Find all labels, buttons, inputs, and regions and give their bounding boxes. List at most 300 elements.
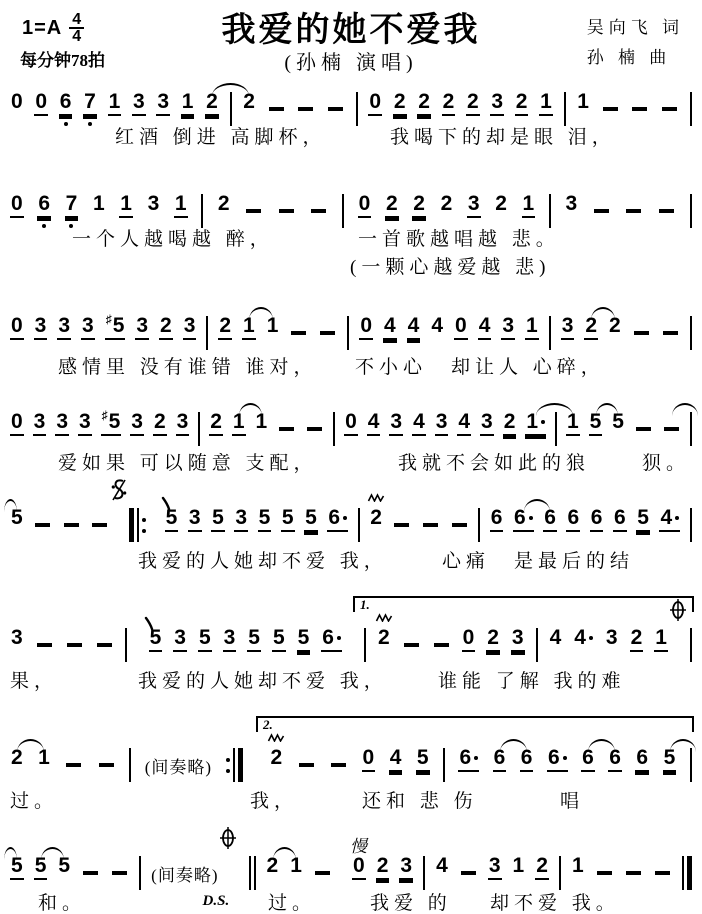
- augmentation-dot: [529, 516, 533, 520]
- note: [430, 311, 444, 355]
- barline-stroke: [201, 194, 203, 228]
- rest-note: [10, 311, 24, 355]
- note: [590, 503, 604, 547]
- note-digit: 1: [119, 193, 133, 218]
- slur-arc: [500, 739, 527, 752]
- sharp-accidental: ♯: [101, 408, 108, 422]
- note-digit: 2: [417, 91, 431, 116]
- duration-dash: [315, 871, 330, 875]
- note: [389, 743, 403, 787]
- begin-repeat-barline: [129, 505, 146, 545]
- mordent-icon: [268, 733, 285, 742]
- note-digit: 5: [211, 507, 225, 532]
- note-digit: 6: [635, 747, 649, 772]
- note: [78, 407, 92, 451]
- note-digit: 1: [522, 193, 536, 218]
- time-signature-numerator: 4: [72, 11, 82, 28]
- note-digit: 1: [92, 192, 105, 215]
- note-digit: 2: [486, 627, 500, 652]
- lyric-text: 心痛 是最后的结: [442, 551, 635, 572]
- note: [416, 743, 430, 787]
- note-digit: 7: [65, 193, 79, 218]
- note-digit: 1: [290, 854, 302, 877]
- song-subtitle: (孙楠 演唱): [284, 52, 418, 74]
- note-digit: 1: [654, 627, 668, 652]
- note-digit: 0: [11, 90, 23, 113]
- note-digit: 6: [543, 507, 557, 532]
- note-digit: 1: [539, 91, 553, 116]
- duration-dash: [307, 427, 322, 431]
- duration-dash: [626, 209, 641, 213]
- duration-dash: [626, 871, 641, 875]
- lyric-text: (一颗心越爱越 悲): [350, 257, 551, 278]
- note: [635, 743, 649, 787]
- note-digit: 0: [462, 627, 476, 652]
- note: [478, 311, 492, 355]
- note-digit: 5: [11, 506, 23, 529]
- lyrics-row: [10, 448, 692, 474]
- lyrics-row: [10, 888, 692, 914]
- interlude-text: (间奏略): [144, 757, 213, 777]
- slur-arc: [17, 739, 44, 752]
- slur-arc: [588, 739, 615, 752]
- note: [525, 311, 539, 355]
- lyric-text: 谁能 了解 我的难: [438, 671, 626, 692]
- note-digit: 3: [81, 315, 95, 340]
- mordent-anchor: [368, 493, 385, 502]
- note: [659, 503, 680, 547]
- note-digit: 1: [38, 746, 50, 769]
- note: [130, 407, 144, 451]
- note: [188, 503, 202, 547]
- note: [57, 311, 71, 355]
- note-digit: 2: [217, 192, 230, 215]
- lyric-text: 过。: [268, 893, 317, 914]
- augmentation-dot: [589, 636, 593, 640]
- barline-stroke: [690, 628, 692, 662]
- note: [435, 407, 449, 451]
- barline-stroke: [238, 748, 243, 782]
- note-digit: 2: [466, 91, 480, 116]
- note-digit: 5: [272, 627, 286, 652]
- note-digit: 0: [352, 855, 366, 880]
- lyricist-credit: 吴向飞 词: [586, 18, 684, 37]
- slur-arc: [672, 403, 698, 416]
- time-signature-denominator: 4: [69, 27, 84, 44]
- note-digit: 3: [501, 315, 515, 340]
- note-digit: 5: [165, 507, 179, 532]
- note-digit: 6: [59, 91, 73, 116]
- note-digit: 6: [513, 507, 534, 532]
- note-digit: 1: [525, 315, 539, 340]
- barline-stroke: [198, 412, 200, 446]
- note-digit: 2: [153, 411, 167, 436]
- lyric-text: 狈。: [642, 453, 691, 474]
- note-digit: 5: [247, 627, 261, 652]
- ds-marking: D.S.: [202, 893, 230, 909]
- note-digit: 6: [566, 507, 580, 532]
- note-digit: 3: [399, 855, 413, 880]
- barline: [358, 505, 360, 545]
- repeat-dots: [142, 518, 146, 533]
- duration-dash: [112, 871, 127, 875]
- note-digit: 1: [266, 314, 279, 337]
- augmentation-dot: [541, 420, 545, 424]
- note-digit: 3: [605, 626, 618, 649]
- note: [389, 407, 403, 451]
- note-digit: 4: [436, 854, 448, 877]
- lyric-text: 红酒 倒进 高脚杯，: [115, 127, 327, 148]
- note-digit: 3: [130, 411, 144, 436]
- duration-dash: [37, 643, 52, 647]
- note-digit: 3: [234, 507, 248, 532]
- note-digit: 3: [33, 411, 47, 436]
- lyric-text: 我喝下的却是眼 泪，: [390, 127, 616, 148]
- note: [549, 623, 563, 667]
- note: [211, 503, 225, 547]
- note: [176, 407, 190, 451]
- note-digit: 0: [358, 193, 372, 218]
- segno-icon: [111, 478, 127, 502]
- duration-dash: [331, 763, 346, 767]
- note-digit: 5: [198, 627, 212, 652]
- barline-stroke: [690, 316, 692, 350]
- barline-stroke: [690, 508, 692, 542]
- note-digit: 1: [181, 91, 195, 116]
- duration-dash: [67, 643, 82, 647]
- note: [173, 623, 187, 667]
- barline-stroke: [423, 856, 425, 890]
- duration-dash: [83, 871, 98, 875]
- note-digit: 2: [209, 411, 223, 436]
- note-digit: 2: [385, 193, 399, 218]
- note-digit: 6: [520, 747, 534, 772]
- duration-dash: [299, 763, 314, 767]
- lyric-text: 我就不会如此的狼: [398, 453, 591, 474]
- note-digit: 2: [535, 855, 549, 880]
- note-digit: 0: [34, 91, 48, 116]
- note-digit: 2: [205, 91, 219, 116]
- repeat-dot: [142, 518, 146, 522]
- barline-stroke: [129, 508, 134, 542]
- note-digit: ♯ 5: [101, 411, 122, 436]
- note-digit: 3: [467, 193, 481, 218]
- slur-arc: [249, 307, 273, 320]
- note-digit: 4: [457, 411, 471, 436]
- note-digit: 3: [173, 627, 187, 652]
- barline: [206, 313, 208, 353]
- key-signature: 1=A: [22, 16, 63, 39]
- note-digit: 3: [389, 411, 403, 436]
- note-digit: 1: [242, 315, 256, 340]
- note-digit: 3: [147, 192, 160, 215]
- score-line: [10, 502, 692, 548]
- barline-stroke: [690, 412, 692, 446]
- duration-dash: [320, 331, 335, 335]
- note-digit: 1: [255, 410, 268, 433]
- barline-stroke: [139, 856, 141, 890]
- note: [269, 743, 283, 787]
- barline-stroke: [443, 748, 445, 782]
- note: [636, 503, 650, 547]
- tempo-marking-slow: 慢: [349, 837, 367, 856]
- barline-stroke: [254, 856, 256, 890]
- lyric-text: 却不爱 我。: [490, 893, 620, 914]
- barline-stroke: [342, 194, 344, 228]
- note-digit: 1: [577, 90, 589, 113]
- note-digit: 6: [590, 507, 604, 532]
- duration-dash: [434, 643, 449, 647]
- note: [234, 503, 248, 547]
- note: [377, 623, 391, 667]
- lyric-text: 不小心 却让人 心碎，: [355, 357, 605, 378]
- note: [327, 503, 348, 547]
- lyric-text: 果，: [10, 671, 59, 692]
- note-digit: 5: [304, 507, 318, 532]
- note-digit: 2: [377, 626, 390, 649]
- note-digit: 6: [613, 507, 627, 532]
- note-digit: 2: [376, 855, 390, 880]
- score-line: [10, 406, 692, 452]
- note: [383, 311, 397, 355]
- note-digit: 0: [344, 411, 358, 436]
- note-digit: 0: [10, 193, 24, 218]
- note: [486, 623, 500, 667]
- note-digit: 3: [188, 507, 202, 532]
- barline: [198, 409, 200, 449]
- note: [258, 503, 272, 547]
- note-digit: 0: [362, 747, 376, 772]
- barline: [333, 409, 335, 449]
- barline: [125, 625, 127, 665]
- note-digit: 6: [490, 507, 504, 532]
- composer-credit: 孙 楠 曲: [586, 48, 672, 67]
- note: [33, 407, 47, 451]
- note-digit: 2: [495, 192, 507, 215]
- duration-dash: [423, 523, 438, 527]
- note-digit: 1: [108, 91, 122, 116]
- duration-dash: [328, 107, 343, 111]
- note: [613, 503, 627, 547]
- note: [605, 623, 619, 667]
- note: [55, 407, 69, 451]
- barline-stroke: [249, 856, 251, 890]
- note: [10, 623, 24, 667]
- lyric-text: 唱: [560, 791, 585, 812]
- song-title: 我爱的她不爱我: [221, 12, 481, 49]
- lyrics-row: [10, 122, 692, 148]
- barline-stroke: [347, 316, 349, 350]
- note-digit: 3: [57, 315, 71, 340]
- note-digit: 2: [243, 90, 255, 113]
- note-digit: 3: [565, 192, 578, 215]
- barline-stroke: [137, 508, 139, 542]
- tempo-marking: 每分钟78拍: [20, 51, 105, 70]
- note-digit: 2: [442, 91, 456, 116]
- slur-arc: [591, 307, 615, 320]
- note-digit: 5: [663, 747, 677, 772]
- mordent-anchor: [268, 733, 285, 742]
- note: [165, 503, 179, 547]
- lyrics-row: [10, 546, 692, 572]
- note-digit: 5: [297, 627, 311, 652]
- note-digit: 3: [223, 627, 237, 652]
- note-digit: 4: [431, 314, 444, 337]
- duration-dash: [664, 427, 679, 431]
- barline-stroke: [555, 412, 557, 446]
- slur-arc: [536, 403, 574, 416]
- barline-stroke: [564, 92, 566, 126]
- barline-stroke: [125, 628, 127, 662]
- note: [480, 407, 494, 451]
- score-line: [10, 597, 692, 668]
- duration-dash: [603, 107, 618, 111]
- rest-note: [454, 311, 468, 355]
- note-digit: 2: [630, 627, 644, 652]
- duration-dash: [655, 871, 670, 875]
- note-digit: 3: [435, 411, 449, 436]
- barline-stroke: [333, 412, 335, 446]
- note-digit: 6: [581, 747, 595, 772]
- note-digit: 6: [458, 747, 479, 772]
- note-digit: 2: [584, 315, 598, 340]
- duration-dash: [35, 523, 50, 527]
- note-digit: 2: [270, 746, 283, 769]
- note-digit: 3: [78, 411, 92, 436]
- slur-arc: [4, 499, 17, 512]
- note: [321, 623, 342, 667]
- segno-anchor: [111, 478, 127, 507]
- rest-note: [10, 407, 24, 451]
- barline: [559, 853, 561, 893]
- note-digit: 1: [174, 193, 188, 218]
- rest-note: [359, 311, 373, 355]
- note: [272, 623, 286, 667]
- note: [630, 623, 644, 667]
- note-digit: 4: [478, 315, 492, 340]
- barline-stroke: [206, 316, 208, 350]
- barline-stroke: [682, 856, 684, 890]
- slur-arc: [670, 739, 696, 752]
- lyric-text: 和。: [38, 893, 87, 914]
- note-digit: 4: [412, 411, 426, 436]
- slur-arc: [239, 403, 262, 416]
- barline-stroke: [549, 194, 551, 228]
- note: [149, 623, 163, 667]
- note-digit: 3: [488, 855, 502, 880]
- note-digit: 5: [58, 854, 71, 877]
- note: [490, 503, 504, 547]
- note: [101, 407, 122, 451]
- repeat-dot: [226, 769, 230, 773]
- note-digit: 7: [83, 91, 97, 116]
- lyric-text: 我爱的人她却不爱 我，: [138, 671, 388, 692]
- note-digit: 2: [393, 91, 407, 116]
- note-digit: 2: [503, 411, 517, 436]
- duration-dash: [298, 107, 313, 111]
- note-digit: 2: [266, 854, 279, 877]
- duration-dash: [246, 209, 261, 213]
- note-digit: 5: [416, 747, 430, 772]
- note-digit: 6: [608, 747, 622, 772]
- mordent-icon: [375, 613, 392, 622]
- duration-dash: [66, 763, 81, 767]
- duration-dash: [64, 523, 79, 527]
- note-digit: 1: [512, 854, 525, 877]
- note-digit: 3: [132, 91, 146, 116]
- note-digit: 3: [561, 315, 575, 340]
- augmentation-dot: [337, 636, 341, 640]
- note: [281, 503, 295, 547]
- lyrics-row: [10, 224, 692, 250]
- augmentation-dot: [675, 516, 679, 520]
- note-digit: 6: [327, 507, 348, 532]
- note-digit: 6: [493, 747, 507, 772]
- duration-dash: [594, 209, 609, 213]
- note: [458, 743, 479, 787]
- note: [223, 623, 237, 667]
- barline-stroke: [559, 856, 561, 890]
- augmentation-dot: [474, 756, 478, 760]
- note-digit: 1: [566, 411, 580, 436]
- note: [218, 311, 232, 355]
- note-digit: 3: [511, 627, 525, 652]
- note-digit: 3: [156, 91, 170, 116]
- duration-dash: [269, 107, 284, 111]
- duration-dash: [311, 209, 326, 213]
- barline-stroke: [690, 194, 692, 228]
- note-digit: 6: [37, 193, 51, 218]
- barline-stroke: [478, 508, 480, 542]
- note: [501, 311, 515, 355]
- double-barline: [249, 853, 256, 893]
- barline: [443, 745, 445, 785]
- note: [153, 407, 167, 451]
- note: [503, 407, 517, 451]
- slur-arc: [4, 847, 17, 860]
- note: [412, 407, 426, 451]
- duration-dash: [452, 523, 467, 527]
- note-digit: 5: [589, 411, 603, 436]
- rest-note: [462, 623, 476, 667]
- barline: [690, 505, 692, 545]
- note: [81, 311, 95, 355]
- duration-dash: [279, 427, 294, 431]
- duration-dash: [394, 523, 409, 527]
- note-digit: 4: [367, 411, 381, 436]
- note: [573, 623, 594, 667]
- barline-stroke: [364, 628, 366, 662]
- duration-dash: [634, 331, 649, 335]
- lyric-text: 我爱 的: [370, 893, 452, 914]
- note-digit: 6: [321, 627, 342, 652]
- note-digit: 2: [609, 314, 621, 337]
- end-repeat-barline: [226, 745, 243, 785]
- slur-arc: [212, 83, 249, 96]
- note-digit: 2: [515, 91, 529, 116]
- barline-stroke: [690, 92, 692, 126]
- note: [367, 407, 381, 451]
- note-digit: 3: [135, 315, 149, 340]
- note-digit: 2: [412, 193, 426, 218]
- coda-anchor: [219, 826, 237, 855]
- note: [547, 743, 568, 787]
- duration-dash: [597, 871, 612, 875]
- duration-dash: [662, 107, 677, 111]
- duration-dash: [636, 427, 651, 431]
- sharp-accidental: ♯: [105, 312, 112, 326]
- duration-dash: [291, 331, 306, 335]
